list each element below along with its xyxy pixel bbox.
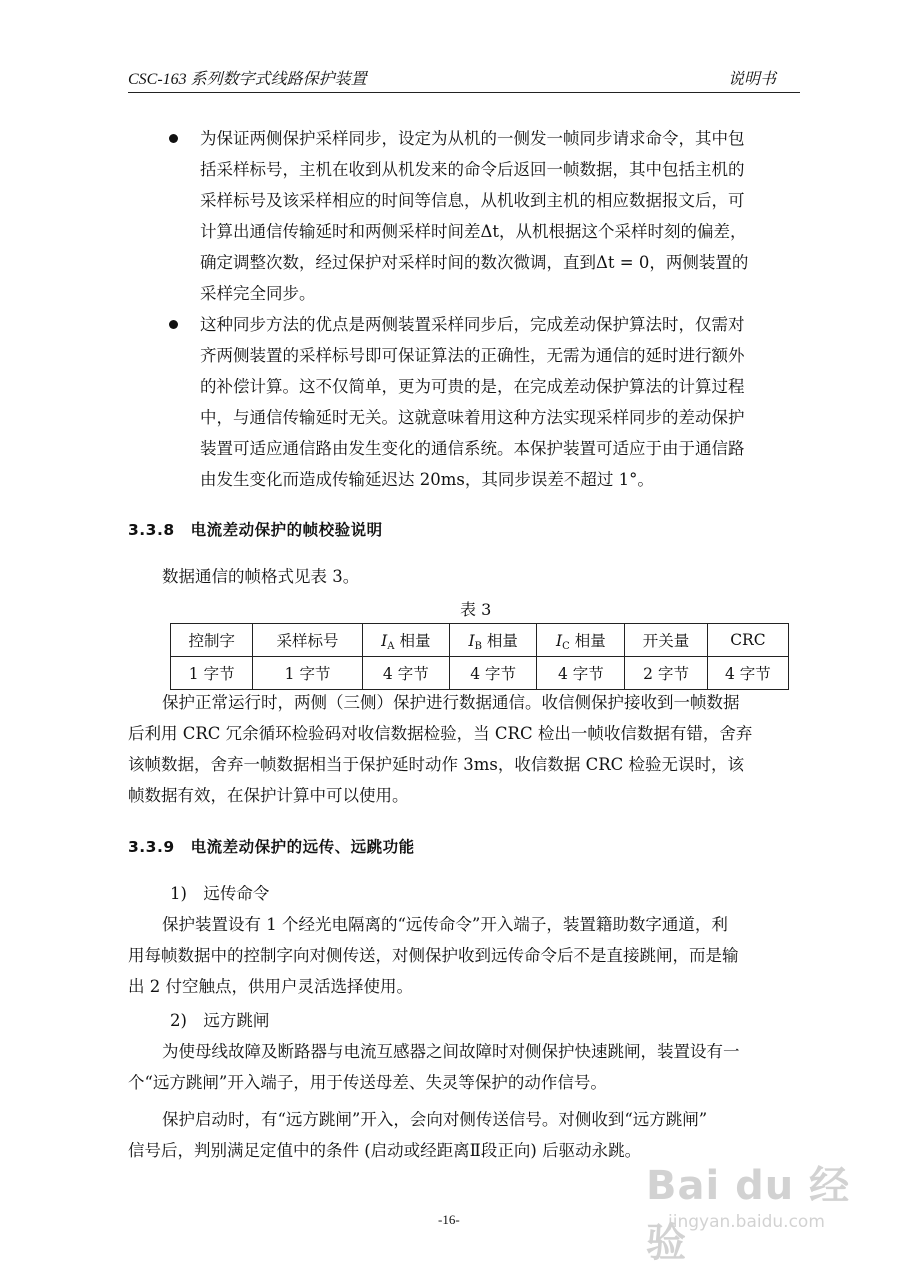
table-header-cell: CRC (707, 624, 788, 657)
section-338-intro: 数据通信的帧格式见表 3。 (162, 567, 360, 586)
table-cell: 4 字节 (707, 657, 788, 690)
watermark-logo: Bai du 经验 (646, 1163, 851, 1266)
table-cell: 2 字节 (625, 657, 707, 690)
section-heading-338: 3.3.8 电流差动保护的帧校验说明 (128, 521, 383, 539)
item-2-body (128, 1036, 808, 1166)
bullet-1-line: 采样完全同步。 (200, 284, 316, 303)
bullet-2-line: 这种同步方法的优点是两侧装置采样同步后，完成差动保护算法时，仅需对 (200, 315, 745, 334)
watermark-url: jingyan.baidu.com (668, 1212, 825, 1232)
body-line: 为使母线故障及断路器与电流互感器之间故障时对侧保护快速跳闸，装置设有一 (162, 1042, 740, 1061)
bullet-dot (169, 320, 178, 329)
table-cell: 1 字节 (171, 657, 253, 690)
item-2-title: 2) 远方跳闸 (170, 1011, 270, 1030)
bullet-1-line: 为保证两侧保护采样同步，设定为从机的一侧发一帧同步请求命令，其中包 (200, 129, 745, 148)
section-heading-339: 3.3.9 电流差动保护的远传、远跳功能 (128, 838, 415, 856)
table-header-cell: 采样标号 (253, 624, 362, 657)
bullet-2-line: 由发生变化而造成传输延迟达 20ms，其同步误差不超过 1°。 (200, 470, 654, 489)
table-cell: 1 字节 (253, 657, 362, 690)
page-header (128, 66, 800, 93)
header-title: CSC-163 系列数字式线路保护装置 (128, 71, 367, 88)
body-line: 用每帧数据中的控制字向对侧传送，对侧保护收到远传命令后不是直接跳闸，而是输 (128, 946, 739, 965)
header-right: 说明书 (727, 71, 776, 88)
table-header-row (171, 624, 789, 657)
bullet-1-line: 括采样标号，主机在收到从机发来的命令后返回一帧数据，其中包括主机的 (200, 160, 745, 179)
table-header-cell: 控制字 (171, 624, 253, 657)
table-row (171, 657, 789, 690)
body-line: 帧数据有效，在保护计算中可以使用。 (128, 786, 409, 805)
bullet-2-line: 装置可适应通信路由发生变化的通信系统。本保护装置可适应于由于通信路 (200, 439, 745, 458)
item-1-body (128, 909, 808, 1002)
watermark (646, 1150, 866, 1266)
table-header-cell: $I_B$ 相量 (449, 624, 536, 657)
body-line: 信号后，判别满足定值中的条件 (启动或经距离Ⅱ段正向) 后驱动永跳。 (128, 1141, 642, 1160)
body-line: 保护装置设有 1 个经光电隔离的“远传命令”开入端子，装置籍助数字通道，利 (162, 915, 728, 934)
body-line: 保护正常运行时，两侧（三侧）保护进行数据通信。收信侧保护接收到一帧数据 (162, 693, 740, 712)
bullet-2-line: 中，与通信传输延时无关。这就意味着用这种方法实现采样同步的差动保护 (200, 408, 745, 427)
section-338-body (128, 687, 808, 811)
table-header-cell: $I_A$ 相量 (362, 624, 449, 657)
bullet-2-line: 齐两侧装置的采样标号即可保证算法的正确性，无需为通信的延时进行额外 (200, 346, 745, 365)
bullet-dot (169, 134, 178, 143)
bullet-2-line: 的补偿计算。这不仅简单，更为可贵的是，在完成差动保护算法的计算过程 (200, 377, 745, 396)
bullet-1-line: 确定调整次数，经过保护对采样时间的数次微调，直到Δt = 0，两侧装置的 (200, 253, 749, 272)
table-header-cell: $I_C$ 相量 (537, 624, 625, 657)
bullet-paragraph-2 (200, 309, 800, 495)
table-caption: 表 3 (460, 600, 492, 619)
table-header-cell: 开关量 (625, 624, 707, 657)
table-cell: 4 字节 (362, 657, 449, 690)
table-cell: 4 字节 (537, 657, 625, 690)
bullet-paragraph-1 (200, 123, 800, 309)
body-line: 该帧数据，舍弃一帧数据相当于保护延时动作 3ms，收信数据 CRC 检验无误时，该 (128, 755, 745, 774)
body-line: 出 2 付空触点，供用户灵活选择使用。 (128, 977, 413, 996)
frame-format-table (170, 623, 789, 690)
body-line: 后利用 CRC 冗余循环检验码对收信数据检验，当 CRC 检出一帧收信数据有错，舍弃 (128, 724, 753, 743)
bullet-1-line: 计算出通信传输延时和两侧采样时间差Δt，从机根据这个采样时刻的偏差， (200, 222, 747, 241)
page-number: -16- (438, 1212, 460, 1227)
body-line: 个“远方跳闸”开入端子，用于传送母差、失灵等保护的动作信号。 (128, 1073, 607, 1092)
item-1-title: 1) 远传命令 (170, 884, 270, 903)
bullet-1-line: 采样标号及该采样相应的时间等信息，从机收到主机的相应数据报文后，可 (200, 191, 745, 210)
table-cell: 4 字节 (449, 657, 536, 690)
body-line: 保护启动时，有“远方跳闸”开入，会向对侧传送信号。对侧收到“远方跳闸” (162, 1110, 708, 1129)
